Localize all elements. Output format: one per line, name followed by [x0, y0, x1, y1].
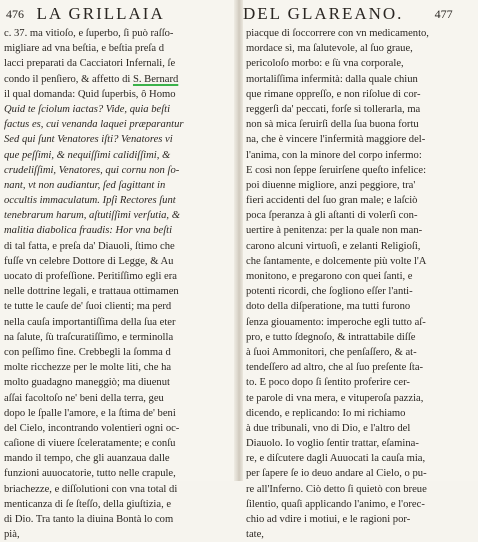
text-line: migliare ad vna beſtia, e beſtia preſa d [4, 43, 165, 55]
text-line: à ſuoi Ammonitori, che penſaſſero, & at- [246, 346, 417, 358]
text-line: pericoloſo morbo: e ſù vna corporale, [246, 58, 404, 70]
text-line: poca ſperanza à gli aſtanti di volerſi con- [246, 210, 418, 222]
text-line: reggerſi da' peccati, forſe sì tollerarla, ma [246, 103, 421, 115]
text-line: E così non ſeppe ſeruirſene queſto infelice: [246, 164, 427, 176]
text-line: to. E poco dopo ſi ſentito proferire cer- [246, 377, 410, 389]
text-line: per ſapere ſe io deuo andare al Cielo, o pu- [246, 468, 427, 480]
text-line: tenebrarum harum, aſtutiſſimi verſutia, & [4, 210, 180, 222]
text-line: ſilentio, quaſi applicando l'animo, e l'orec- [246, 498, 425, 510]
text-line: briachezze, e diſſolutioni con vna total di [4, 483, 178, 495]
text-line: menticanza di ſe ſteſſo, della giuſtizia, e [4, 498, 172, 510]
text-line: nelle dottrine legali, e trattaua ottimamen [4, 286, 179, 298]
left-page-header [6, 3, 165, 25]
text-line: Diauolo. Io voglio ſentir trattar, eſamina- [246, 438, 419, 450]
text-line: di Dio. Tra tanto la diuina Bontà lo com [4, 514, 174, 525]
text-line: occultis immaculatum. Ipſi Rectores ſunt [4, 195, 176, 207]
left-page-number: 476 [6, 7, 24, 21]
text-line: te parole di vna mera, e vituperoſa pazzia, [246, 392, 424, 404]
text-line: pro, e tutto ſdegnoſo, & intrattabile diſſe [246, 331, 416, 343]
text-line: molto guadagno maneggiò; ma diuenut [4, 377, 170, 389]
text-line: crudeliſſimi, Venatores, qui cornu non ſo- [4, 164, 180, 176]
text-line: re, e diſcutere dagli Auuocati la cauſa mia, [246, 453, 426, 465]
text-line: l'anima, con la minore del corpo infermo: [246, 149, 422, 161]
text-line: malitia diabolica fraudis: Hor vna beſti [4, 225, 173, 237]
text-line: del Cielo, incontrando volentieri ogni oc- [4, 422, 180, 434]
right-running-head: DEL GLAREANO. [243, 4, 404, 23]
book-gutter [234, 0, 243, 481]
text-line: uertire à penitenza: per la quale non man- [246, 225, 423, 237]
text-line: fuſſe vn celebre Dottore di Legge, & Au [4, 255, 174, 267]
text-line: carono alcuni virtuoſi, e zelanti Religioſi, [246, 240, 421, 252]
right-page-number: 477 [434, 7, 453, 21]
text-line: que rimane oppreſſo, e non riſolue di cor- [246, 88, 421, 100]
text-line: lacci preparati da Cacciatori Infernali, ſe [4, 58, 176, 70]
text-line: c. 37. ma vitioſo, e ſuperbo, ſi può raſſo- [4, 28, 174, 39]
text-line: monitono, e pregarono con quei ſanti, e [246, 271, 413, 282]
text-line: di tal fatta, e preſa da' Diauoli, ſtimo che [4, 240, 175, 252]
text-line: non sà mica ſeruirſi della ſua buona fortu [246, 119, 419, 131]
text-line: che ſantamente, e dolcemente più volte l'A [246, 255, 427, 267]
text-line: caſione di viuere ſceleratamente; e conſu [4, 438, 176, 450]
text-line: que peſſimi, & nequiſſimi calidiſſimi, & [4, 149, 171, 161]
text-line: aſſai facoltoſo ne' beni della terra, geu [4, 392, 164, 404]
text-line: re all'Inferno. Ciò detto ſi quietò con breue [246, 483, 427, 495]
right-page-header [243, 3, 453, 25]
text-line: con peſſimo fine. Crebbegli la ſomma d [4, 346, 171, 358]
text-line: potenti ricordi, che ſogliono eſſer l'anti- [246, 286, 413, 298]
text-line: funzioni auuocatorie, tutto nelle crapule, [4, 468, 176, 480]
text-line: tendeſſero ad altro, che al ſuo preſente ſta- [246, 362, 424, 374]
text-line: nant, vt non audiantur, ſed ſagittant in [4, 179, 166, 191]
text-line: factus es, cui venanda laquei præparantur [4, 119, 184, 131]
text-line: te tutte le cauſe de' ſuoi clienti; ma perd [4, 301, 172, 313]
right-page-text [246, 26, 472, 542]
text-line: doto della diſperatione, ma tutti furono [246, 301, 411, 313]
text-line: Sed qui ſunt Venatores iſti? Venatores vi [4, 134, 173, 146]
text-line: pià, [4, 529, 20, 541]
text-line: molte ricchezze per le molte liti, che ha [4, 362, 172, 374]
text-line: condo il penſiero, & affetto di S. Bernard [4, 73, 179, 85]
text-line: fieri accidenti del ſuo gran male; e laſciò [246, 195, 418, 207]
left-running-head: LA GRILLAIA [36, 4, 165, 23]
text-line: poi diuenne migliore, anzi peggiore, tra' [246, 179, 416, 191]
text-line: tate, [246, 529, 264, 541]
text-line: na, che è vincere l'infermità maggiore del- [246, 134, 426, 146]
text-line: mando il tempo, che gli auanzaua dalle [4, 453, 170, 465]
text-line: chio ad vdire i motiui, e le ragioni por- [246, 514, 411, 525]
text-line: mortaliſſima infermità: dalla quale chiun [246, 73, 418, 85]
text-line: mordace sì, ma ſalutevole, al ſuo graue, [246, 43, 413, 55]
text-line: il qual domanda: Quid ſuperbis, ô Homo [4, 88, 176, 100]
text-line: à due tribunali, vno di Dio, e l'altro del [246, 422, 411, 434]
text-line: uocato di profeſſione. Peritiſſimo egli era [4, 271, 177, 282]
text-line: dicendo, e replicando: Io mi richiamo [246, 407, 406, 419]
text-line: dopo le ſpalle l'amore, e la ſtima de' beni [4, 407, 176, 419]
text-line: Quid te ſciolum iactas? Vide, quia beſti [4, 103, 171, 115]
text-line: na ſalute, ſù traſcuratiſſimo, e terminolla [4, 331, 174, 343]
text-line: ſenza giouamento: imperoche egli tutto aſ- [246, 316, 426, 328]
text-line: piacque di ſoccorrere con vn medicamento, [246, 28, 429, 39]
text-line: nella cauſa importantiſſima della ſua eter [4, 316, 176, 328]
left-page-text [4, 26, 232, 542]
